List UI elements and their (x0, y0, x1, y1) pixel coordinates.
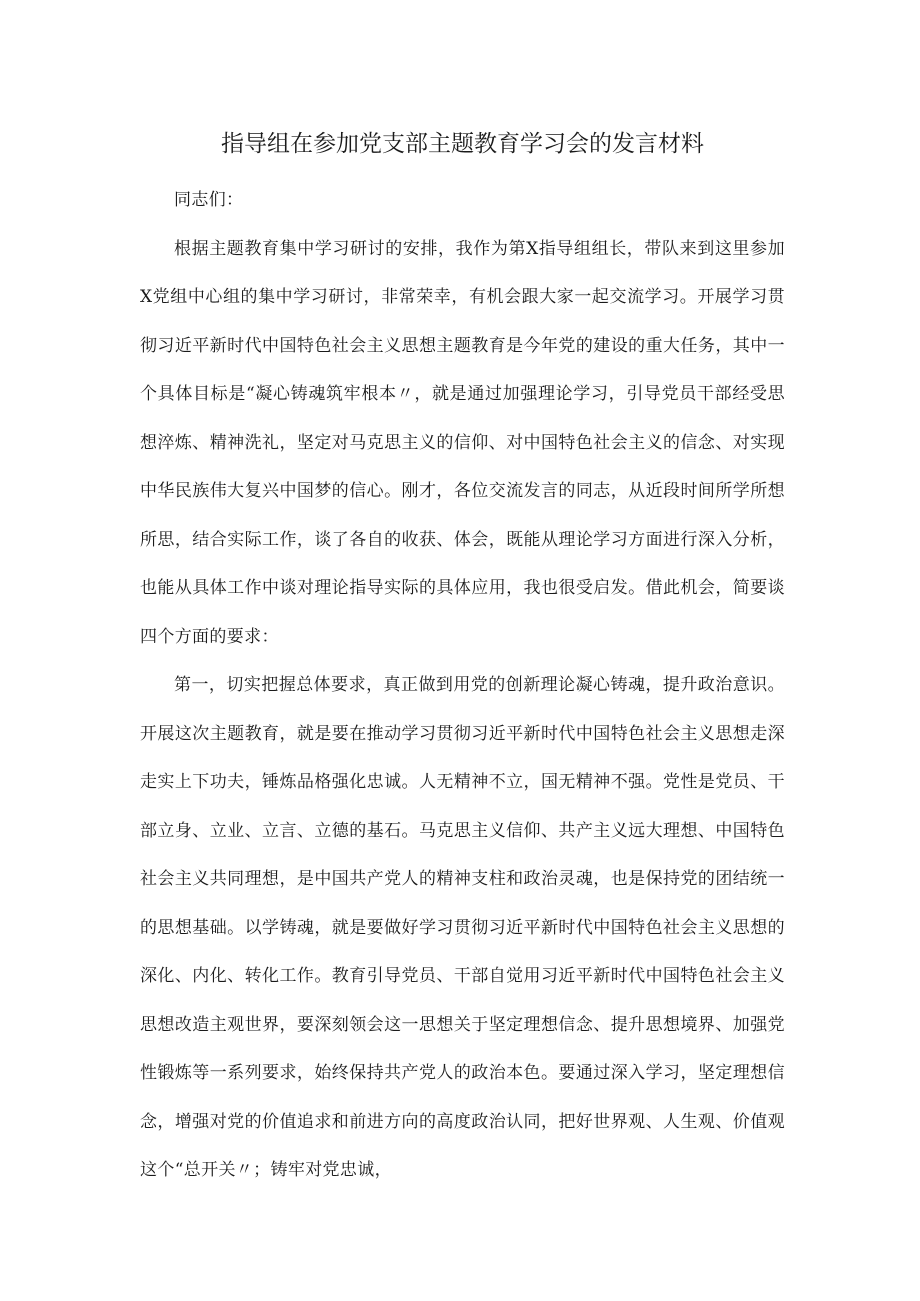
document-page (140, 122, 785, 1195)
greeting-line: 同志们： (174, 190, 244, 210)
document-title: 指导组在参加党支部主题教育学习会的发言材料 (221, 131, 704, 157)
paragraph-intro: 根据主题教育集中学习研讨的安排，我作为第X指导组组长，带队来到这里参加X党组中心组的集中学习研讨，非常荣幸，有机会跟大家一起交流学习。开展学习贯彻习近平新时代中国特色社会主义思想主题教育是今年党的建设的重大任务，其中一个具体目标是“凝心铸魂筑牢根本〃，就是通过加强理论学习，引导党员干部经受思想淬炼、精神洗礼，坚定对马克思主义的信仰、对中国特色社会主义的信念、对实现中华民族伟大复兴中国梦的信心。刚才，各位交流发言的同志，从近段时间所学所想所思，结合实际工作，谈了各自的收获、体会，既能从理论学习方面进行深入分析，也能从具体工作中谈对理论指导实际的具体应用，我也很受启发。借此机会，简要谈四个方面的要求： (140, 238, 785, 647)
paragraph-first-requirement: 第一，切实把握总体要求，真正做到用党的创新理论凝心铸魂，提升政治意识。开展这次主题教育，就是要在推动学习贯彻习近平新时代中国特色社会主义思想走深走实上下功夫，锤炼品格强化忠诚。人无精神不立，国无精神不强。党性是党员、干部立身、立业、立言、立德的基石。马克思主义信仰、共产主义远大理想、中国特色社会主义共同理想，是中国共产党人的精神支柱和政治灵魂，也是保持党的团结统一的思想基础。以学铸魂，就是要做好学习贯彻习近平新时代中国特色社会主义思想的深化、内化、转化工作。教育引导党员、干部自觉用习近平新时代中国特色社会主义思想改造主观世界，要深刻领会这一思想关于坚定理想信念、提升思想境界、加强党性锻炼等一系列要求，始终保持共产党人的政治本色。要通过深入学习，坚定理想信念，增强对党的价值追求和前进方向的高度政治认同，把好世界观、人生观、价值观这个“总开关〃；铸牢对党忠诚， (140, 675, 785, 1180)
